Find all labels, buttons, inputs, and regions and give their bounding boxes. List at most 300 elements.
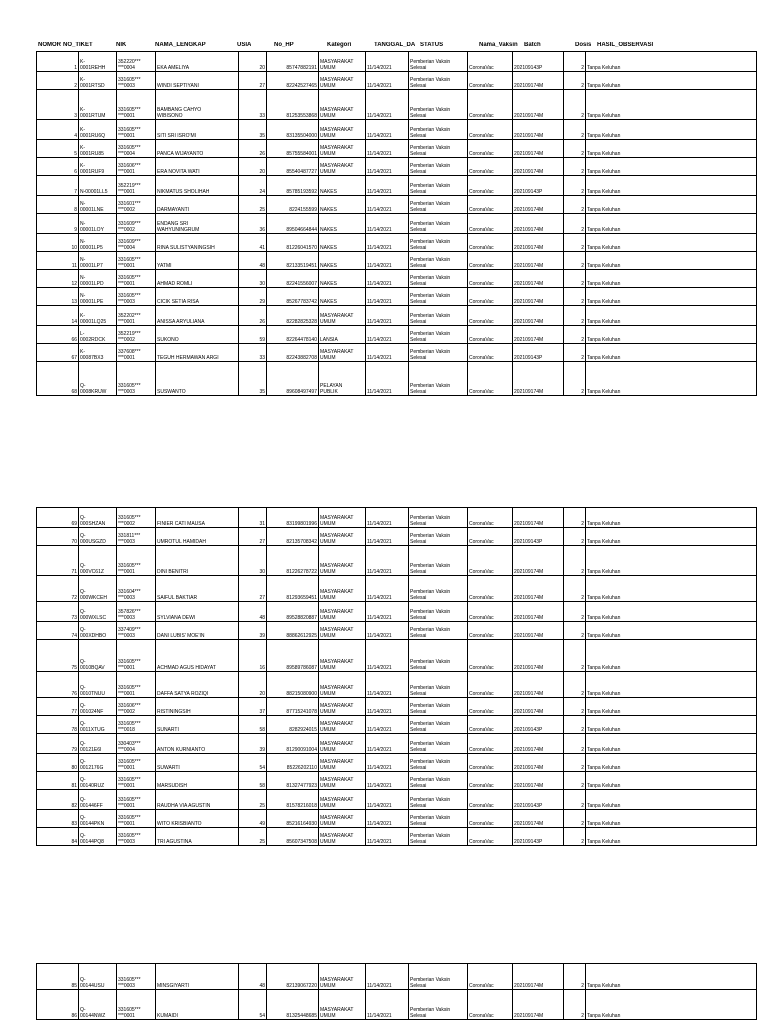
cell-nik[interactable]: 331604*** ***0003 — [117, 576, 156, 602]
cell-nama-lengkap[interactable]: TEGUH HERMAWAN ARGI — [156, 344, 239, 362]
cell-batch[interactable]: 202109174M — [513, 326, 564, 344]
cell-tanggal[interactable]: 11/14/2021 — [366, 72, 409, 90]
cell-dosis[interactable]: 2 — [564, 270, 586, 288]
cell-nama-lengkap[interactable]: RINA SULISTYANINGSIH — [156, 234, 239, 252]
cell-nama-vaksin[interactable]: CoronaVac — [468, 234, 513, 252]
cell-batch[interactable]: 202109174M — [513, 810, 564, 828]
cell-nik[interactable]: 331605*** ***0001 — [117, 270, 156, 288]
cell-nama-lengkap[interactable]: TRI AGUSTINA — [156, 828, 239, 846]
cell-status[interactable]: Pemberian Vaksin Selesai — [409, 72, 468, 90]
cell-no-hp[interactable]: 88215080900 — [267, 672, 319, 698]
cell-nik[interactable]: 331605*** ***0001 — [117, 546, 156, 576]
cell-nama-vaksin[interactable]: CoronaVac — [468, 734, 513, 754]
cell-batch[interactable]: 202109174M — [513, 306, 564, 326]
cell-kategori[interactable]: NAKES — [319, 252, 366, 270]
cell-kategori[interactable]: MASYARAKAT UMUM — [319, 576, 366, 602]
cell-no-hp[interactable]: 85540487727 — [267, 158, 319, 176]
cell-tanggal[interactable]: 11/14/2021 — [366, 828, 409, 846]
cell-batch[interactable]: 202109174M — [513, 698, 564, 716]
cell-no-hp[interactable]: 82282825328 — [267, 306, 319, 326]
cell-nama-vaksin[interactable]: CoronaVac — [468, 288, 513, 306]
cell-nama-vaksin[interactable]: CoronaVac — [468, 120, 513, 140]
cell-hasil-observasi[interactable]: Tanpa Keluhan — [586, 176, 757, 196]
cell-usia[interactable]: 39 — [239, 622, 267, 640]
cell-dosis[interactable]: 2 — [564, 306, 586, 326]
cell-nik[interactable]: 331605*** ***0001 — [117, 672, 156, 698]
cell-tanggal[interactable]: 11/14/2021 — [366, 344, 409, 362]
cell-status[interactable]: Pemberian Vaksin Selesai — [409, 234, 468, 252]
cell-nik[interactable]: 331605*** ***0003 — [117, 362, 156, 396]
cell-nama-lengkap[interactable]: ENDANG SRI WAHYUNINGRUM — [156, 214, 239, 234]
cell-no-tiket[interactable]: Q- 0008KRUW — [79, 362, 117, 396]
cell-no-hp[interactable]: 81578216018 — [267, 790, 319, 810]
cell-tanggal[interactable]: 11/14/2021 — [366, 90, 409, 120]
cell-no-hp[interactable]: 81325448685 — [267, 990, 319, 1020]
cell-status[interactable]: Pemberian Vaksin Selesai — [409, 964, 468, 990]
cell-tanggal[interactable]: 11/14/2021 — [366, 52, 409, 72]
cell-nama-lengkap[interactable]: MARSUDISH — [156, 772, 239, 790]
cell-kategori[interactable]: MASYARAKAT UMUM — [319, 716, 366, 734]
cell-tanggal[interactable]: 11/14/2021 — [366, 270, 409, 288]
cell-nik[interactable]: 331605*** ***0003 — [117, 964, 156, 990]
cell-nik[interactable]: 331605*** ***0001 — [117, 990, 156, 1020]
cell-nama-lengkap[interactable]: MINSGIYARTI — [156, 964, 239, 990]
cell-dosis[interactable]: 2 — [564, 288, 586, 306]
cell-nama-vaksin[interactable]: CoronaVac — [468, 72, 513, 90]
cell-nama-vaksin[interactable]: CoronaVac — [468, 508, 513, 528]
cell-dosis[interactable]: 2 — [564, 672, 586, 698]
cell-kategori[interactable]: MASYARAKAT UMUM — [319, 790, 366, 810]
cell-nomor[interactable]: 12 — [37, 270, 79, 288]
cell-kategori[interactable]: MASYARAKAT UMUM — [319, 158, 366, 176]
cell-status[interactable]: Pemberian Vaksin Selesai — [409, 698, 468, 716]
cell-hasil-observasi[interactable]: Tanpa Keluhan — [586, 772, 757, 790]
cell-batch[interactable]: 202109174M — [513, 508, 564, 528]
cell-nama-lengkap[interactable]: YATMI — [156, 252, 239, 270]
cell-usia[interactable]: 29 — [239, 288, 267, 306]
cell-hasil-observasi[interactable]: Tanpa Keluhan — [586, 640, 757, 672]
cell-usia[interactable]: 25 — [239, 790, 267, 810]
cell-usia[interactable]: 54 — [239, 990, 267, 1020]
cell-status[interactable]: Pemberian Vaksin Selesai — [409, 754, 468, 772]
cell-nomor[interactable]: 5 — [37, 140, 79, 158]
cell-nama-vaksin[interactable]: CoronaVac — [468, 828, 513, 846]
cell-no-tiket[interactable]: Q- 0010TNUU — [79, 672, 117, 698]
cell-status[interactable]: Pemberian Vaksin Selesai — [409, 214, 468, 234]
cell-hasil-observasi[interactable]: Tanpa Keluhan — [586, 90, 757, 120]
cell-batch[interactable]: 202109174M — [513, 140, 564, 158]
cell-nomor[interactable]: 9 — [37, 214, 79, 234]
cell-batch[interactable]: 202109174M — [513, 270, 564, 288]
cell-nama-lengkap[interactable]: PANCA WIJAYANTO — [156, 140, 239, 158]
cell-nama-lengkap[interactable]: SYLVIANA DEWI — [156, 602, 239, 622]
cell-kategori[interactable]: MASYARAKAT UMUM — [319, 640, 366, 672]
cell-dosis[interactable]: 2 — [564, 810, 586, 828]
cell-no-tiket[interactable]: N- 00001LP7 — [79, 252, 117, 270]
cell-nik[interactable]: 331605*** ***0002 — [117, 508, 156, 528]
cell-tanggal[interactable]: 11/14/2021 — [366, 214, 409, 234]
cell-nik[interactable]: 331605*** ***0001 — [117, 640, 156, 672]
cell-nama-vaksin[interactable]: CoronaVac — [468, 252, 513, 270]
cell-status[interactable]: Pemberian Vaksin Selesai — [409, 672, 468, 698]
cell-no-tiket[interactable]: Q- 000USGZD — [79, 528, 117, 546]
cell-batch[interactable]: 202109143P — [513, 790, 564, 810]
cell-tanggal[interactable]: 11/14/2021 — [366, 176, 409, 196]
cell-dosis[interactable]: 2 — [564, 326, 586, 344]
cell-status[interactable]: Pemberian Vaksin Selesai — [409, 576, 468, 602]
cell-nama-vaksin[interactable]: CoronaVac — [468, 716, 513, 734]
cell-nomor[interactable]: 11 — [37, 252, 79, 270]
cell-nama-lengkap[interactable]: FINIER CATI MAUSA — [156, 508, 239, 528]
cell-nomor[interactable]: 4 — [37, 120, 79, 140]
cell-tanggal[interactable]: 11/14/2021 — [366, 120, 409, 140]
cell-tanggal[interactable]: 11/14/2021 — [366, 716, 409, 734]
cell-hasil-observasi[interactable]: Tanpa Keluhan — [586, 140, 757, 158]
cell-dosis[interactable]: 2 — [564, 214, 586, 234]
cell-status[interactable]: Pemberian Vaksin Selesai — [409, 326, 468, 344]
cell-kategori[interactable]: MASYARAKAT UMUM — [319, 990, 366, 1020]
cell-nama-lengkap[interactable]: DARMAYANTI — [156, 196, 239, 214]
cell-nama-lengkap[interactable]: ANISSA ARYULIANA — [156, 306, 239, 326]
cell-no-tiket[interactable]: K- 0001RTUM — [79, 90, 117, 120]
cell-nama-lengkap[interactable]: RISTININGSIH — [156, 698, 239, 716]
cell-nama-vaksin[interactable]: CoronaVac — [468, 528, 513, 546]
cell-dosis[interactable]: 2 — [564, 140, 586, 158]
cell-nama-lengkap[interactable]: WINDI SEPTIYANI — [156, 72, 239, 90]
cell-usia[interactable]: 27 — [239, 72, 267, 90]
cell-dosis[interactable]: 2 — [564, 528, 586, 546]
cell-hasil-observasi[interactable]: Tanpa Keluhan — [586, 828, 757, 846]
cell-status[interactable]: Pemberian Vaksin Selesai — [409, 790, 468, 810]
cell-tanggal[interactable]: 11/14/2021 — [366, 196, 409, 214]
cell-batch[interactable]: 202109174M — [513, 546, 564, 576]
cell-usia[interactable]: 49 — [239, 810, 267, 828]
cell-dosis[interactable]: 2 — [564, 176, 586, 196]
cell-nama-vaksin[interactable]: CoronaVac — [468, 640, 513, 672]
cell-nomor[interactable]: 8 — [37, 196, 79, 214]
cell-batch[interactable]: 202109174M — [513, 672, 564, 698]
cell-nik[interactable]: 331605*** ***0003 — [117, 288, 156, 306]
cell-batch[interactable]: 202109174M — [513, 362, 564, 396]
cell-no-hp[interactable]: 81327477923 — [267, 772, 319, 790]
cell-tanggal[interactable]: 11/14/2021 — [366, 964, 409, 990]
cell-no-hp[interactable]: 82139067220 — [267, 964, 319, 990]
cell-hasil-observasi[interactable]: Tanpa Keluhan — [586, 270, 757, 288]
cell-nik[interactable]: 331605*** ***0001 — [117, 772, 156, 790]
cell-kategori[interactable]: MASYARAKAT UMUM — [319, 828, 366, 846]
cell-hasil-observasi[interactable]: Tanpa Keluhan — [586, 508, 757, 528]
cell-hasil-observasi[interactable]: Tanpa Keluhan — [586, 306, 757, 326]
cell-nama-lengkap[interactable]: SITI SRI ISRO'MI — [156, 120, 239, 140]
cell-status[interactable]: Pemberian Vaksin Selesai — [409, 270, 468, 288]
cell-usia[interactable]: 20 — [239, 158, 267, 176]
cell-usia[interactable]: 26 — [239, 140, 267, 158]
cell-dosis[interactable]: 2 — [564, 790, 586, 810]
cell-hasil-observasi[interactable]: Tanpa Keluhan — [586, 288, 757, 306]
cell-no-hp[interactable]: 87715241078 — [267, 698, 319, 716]
cell-nomor[interactable]: 6 — [37, 158, 79, 176]
cell-status[interactable]: Pemberian Vaksin Selesai — [409, 140, 468, 158]
cell-hasil-observasi[interactable]: Tanpa Keluhan — [586, 790, 757, 810]
cell-nama-lengkap[interactable]: ACHMAD AGUS HIDAYAT — [156, 640, 239, 672]
cell-nama-lengkap[interactable]: UMROTUL HAMIDAH — [156, 528, 239, 546]
cell-hasil-observasi[interactable]: Tanpa Keluhan — [586, 672, 757, 698]
cell-nama-vaksin[interactable]: CoronaVac — [468, 214, 513, 234]
cell-dosis[interactable]: 2 — [564, 640, 586, 672]
cell-nama-vaksin[interactable]: CoronaVac — [468, 306, 513, 326]
cell-tanggal[interactable]: 11/14/2021 — [366, 234, 409, 252]
cell-batch[interactable]: 202109174M — [513, 772, 564, 790]
cell-nomor[interactable]: 2 — [37, 72, 79, 90]
cell-hasil-observasi[interactable]: Tanpa Keluhan — [586, 362, 757, 396]
cell-nik[interactable]: 331605*** ***0003 — [117, 72, 156, 90]
cell-no-tiket[interactable]: K- 0001RU85 — [79, 140, 117, 158]
cell-no-hp[interactable]: 88862612925 — [267, 622, 319, 640]
cell-no-tiket[interactable]: Q- 00144NWZ — [79, 990, 117, 1020]
cell-nik[interactable]: 331605*** ***0003 — [117, 828, 156, 846]
cell-usia[interactable]: 54 — [239, 754, 267, 772]
cell-hasil-observasi[interactable]: Tanpa Keluhan — [586, 72, 757, 90]
cell-no-tiket[interactable]: K- 0001RTSD — [79, 72, 117, 90]
cell-usia[interactable]: 36 — [239, 214, 267, 234]
cell-no-tiket[interactable]: Q- 0011XTUG — [79, 716, 117, 734]
cell-no-hp[interactable]: 81293659451 — [267, 576, 319, 602]
cell-nama-lengkap[interactable]: ANTON KURNIANTO — [156, 734, 239, 754]
cell-usia[interactable]: 33 — [239, 90, 267, 120]
cell-no-hp[interactable]: 81290091004 — [267, 734, 319, 754]
cell-nomor[interactable]: 14 — [37, 306, 79, 326]
cell-nomor[interactable]: 81 — [37, 772, 79, 790]
cell-no-tiket[interactable]: L- 0002RDCK — [79, 326, 117, 344]
cell-tanggal[interactable]: 11/14/2021 — [366, 640, 409, 672]
cell-batch[interactable]: 202109143P — [513, 176, 564, 196]
cell-kategori[interactable]: MASYARAKAT UMUM — [319, 754, 366, 772]
cell-status[interactable]: Pemberian Vaksin Selesai — [409, 990, 468, 1020]
cell-status[interactable]: Pemberian Vaksin Selesai — [409, 288, 468, 306]
cell-no-hp[interactable]: 8224155599 — [267, 196, 319, 214]
cell-nama-vaksin[interactable]: CoronaVac — [468, 176, 513, 196]
cell-no-hp[interactable]: 89528820887 — [267, 602, 319, 622]
cell-no-hp[interactable]: 85267783742 — [267, 288, 319, 306]
cell-nama-vaksin[interactable]: CoronaVac — [468, 964, 513, 990]
cell-nama-lengkap[interactable]: CICIK SETIA RISA — [156, 288, 239, 306]
cell-tanggal[interactable]: 11/14/2021 — [366, 326, 409, 344]
cell-no-hp[interactable]: 82241556007 — [267, 270, 319, 288]
cell-status[interactable]: Pemberian Vaksin Selesai — [409, 362, 468, 396]
cell-no-tiket[interactable]: N- 00001LOY — [79, 214, 117, 234]
cell-nama-lengkap[interactable]: SUKONO — [156, 326, 239, 344]
cell-batch[interactable]: 202109143P — [513, 344, 564, 362]
cell-hasil-observasi[interactable]: Tanpa Keluhan — [586, 698, 757, 716]
cell-nomor[interactable]: 71 — [37, 546, 79, 576]
cell-hasil-observasi[interactable]: Tanpa Keluhan — [586, 120, 757, 140]
cell-nik[interactable]: 331605*** ***0001 — [117, 252, 156, 270]
cell-kategori[interactable]: MASYARAKAT UMUM — [319, 734, 366, 754]
cell-kategori[interactable]: MASYARAKAT UMUM — [319, 810, 366, 828]
cell-kategori[interactable]: MASYARAKAT UMUM — [319, 698, 366, 716]
cell-kategori[interactable]: MASYARAKAT UMUM — [319, 964, 366, 990]
cell-hasil-observasi[interactable]: Tanpa Keluhan — [586, 734, 757, 754]
cell-no-tiket[interactable]: N- 00001LPD — [79, 270, 117, 288]
cell-nomor[interactable]: 85 — [37, 964, 79, 990]
cell-nik[interactable]: 331605*** ***0001 — [117, 90, 156, 120]
cell-nama-lengkap[interactable]: DINI BENITRI — [156, 546, 239, 576]
cell-no-tiket[interactable]: N- 00001LNE — [79, 196, 117, 214]
cell-no-hp[interactable]: 82242527465 — [267, 72, 319, 90]
cell-tanggal[interactable]: 11/14/2021 — [366, 790, 409, 810]
cell-batch[interactable]: 202109174M — [513, 90, 564, 120]
cell-nama-vaksin[interactable]: CoronaVac — [468, 622, 513, 640]
cell-nama-vaksin[interactable]: CoronaVac — [468, 158, 513, 176]
cell-dosis[interactable]: 2 — [564, 602, 586, 622]
cell-no-tiket[interactable]: Q- 000SHZAN — [79, 508, 117, 528]
cell-no-hp[interactable]: 89608497497 — [267, 362, 319, 396]
cell-nama-vaksin[interactable]: CoronaVac — [468, 990, 513, 1020]
cell-nomor[interactable]: 75 — [37, 640, 79, 672]
cell-status[interactable]: Pemberian Vaksin Selesai — [409, 120, 468, 140]
cell-tanggal[interactable]: 11/14/2021 — [366, 508, 409, 528]
cell-kategori[interactable]: NAKES — [319, 176, 366, 196]
cell-nama-vaksin[interactable]: CoronaVac — [468, 602, 513, 622]
cell-nama-vaksin[interactable]: CoronaVac — [468, 52, 513, 72]
cell-no-tiket[interactable]: K- 0001RUF9 — [79, 158, 117, 176]
cell-hasil-observasi[interactable]: Tanpa Keluhan — [586, 810, 757, 828]
cell-usia[interactable]: 27 — [239, 528, 267, 546]
cell-tanggal[interactable]: 11/14/2021 — [366, 576, 409, 602]
cell-nik[interactable]: 331605*** ***0004 — [117, 140, 156, 158]
cell-no-tiket[interactable]: N-00001LL5 — [79, 176, 117, 196]
cell-kategori[interactable]: MASYARAKAT UMUM — [319, 622, 366, 640]
cell-tanggal[interactable]: 11/14/2021 — [366, 622, 409, 640]
cell-usia[interactable]: 27 — [239, 576, 267, 602]
cell-dosis[interactable]: 2 — [564, 234, 586, 252]
cell-batch[interactable]: 202109143P — [513, 716, 564, 734]
cell-dosis[interactable]: 2 — [564, 120, 586, 140]
cell-tanggal[interactable]: 11/14/2021 — [366, 810, 409, 828]
cell-nama-lengkap[interactable]: KUMAIDI — [156, 990, 239, 1020]
cell-no-hp[interactable]: 83135504000 — [267, 120, 319, 140]
cell-no-hp[interactable]: 89504664844 — [267, 214, 319, 234]
cell-status[interactable]: Pemberian Vaksin Selesai — [409, 90, 468, 120]
cell-no-tiket[interactable]: N- 00001LP5 — [79, 234, 117, 252]
cell-nama-lengkap[interactable]: DANI LUBIS' MOE'IN — [156, 622, 239, 640]
cell-tanggal[interactable]: 11/14/2021 — [366, 140, 409, 158]
cell-nik[interactable]: 352202*** ***0001 — [117, 306, 156, 326]
cell-status[interactable]: Pemberian Vaksin Selesai — [409, 810, 468, 828]
cell-nik[interactable]: 331605*** ***0001 — [117, 120, 156, 140]
cell-no-tiket[interactable]: N- 00001LPE — [79, 288, 117, 306]
cell-kategori[interactable]: MASYARAKAT UMUM — [319, 120, 366, 140]
cell-nama-vaksin[interactable]: CoronaVac — [468, 790, 513, 810]
cell-nik[interactable]: 331606*** ***0002 — [117, 698, 156, 716]
cell-nik[interactable]: 352219*** ***0001 — [117, 176, 156, 196]
cell-no-tiket[interactable]: Q- 000XDHBO — [79, 622, 117, 640]
cell-no-hp[interactable]: 81253553868 — [267, 90, 319, 120]
cell-status[interactable]: Pemberian Vaksin Selesai — [409, 52, 468, 72]
cell-nomor[interactable]: 70 — [37, 528, 79, 546]
cell-kategori[interactable]: MASYARAKAT UMUM — [319, 140, 366, 158]
cell-batch[interactable]: 202109174M — [513, 234, 564, 252]
cell-nik[interactable]: 331609*** ***0004 — [117, 234, 156, 252]
cell-nomor[interactable]: 72 — [37, 576, 79, 602]
cell-batch[interactable]: 202109174M — [513, 602, 564, 622]
cell-hasil-observasi[interactable]: Tanpa Keluhan — [586, 158, 757, 176]
cell-dosis[interactable]: 2 — [564, 990, 586, 1020]
cell-dosis[interactable]: 2 — [564, 576, 586, 602]
cell-tanggal[interactable]: 11/14/2021 — [366, 288, 409, 306]
cell-batch[interactable]: 202109143P — [513, 528, 564, 546]
cell-nomor[interactable]: 82 — [37, 790, 79, 810]
cell-no-tiket[interactable]: K- 00001LQ25 — [79, 306, 117, 326]
cell-batch[interactable]: 202109174M — [513, 990, 564, 1020]
cell-kategori[interactable]: NAKES — [319, 234, 366, 252]
cell-usia[interactable]: 20 — [239, 52, 267, 72]
cell-nomor[interactable]: 68 — [37, 362, 79, 396]
cell-nik[interactable]: 337608*** ***0001 — [117, 344, 156, 362]
cell-status[interactable]: Pemberian Vaksin Selesai — [409, 734, 468, 754]
cell-no-hp[interactable]: 81226041570 — [267, 234, 319, 252]
cell-batch[interactable]: 202109174M — [513, 252, 564, 270]
cell-no-tiket[interactable]: Q- 0010BQAV — [79, 640, 117, 672]
cell-dosis[interactable]: 2 — [564, 52, 586, 72]
cell-nomor[interactable]: 3 — [37, 90, 79, 120]
cell-nomor[interactable]: 80 — [37, 754, 79, 772]
cell-nomor[interactable]: 1 — [37, 52, 79, 72]
cell-no-tiket[interactable]: K- 0001REHH — [79, 52, 117, 72]
cell-nama-vaksin[interactable]: CoronaVac — [468, 672, 513, 698]
cell-no-tiket[interactable]: Q- 000WXLSC — [79, 602, 117, 622]
cell-usia[interactable]: 30 — [239, 546, 267, 576]
cell-kategori[interactable]: MASYARAKAT UMUM — [319, 546, 366, 576]
cell-usia[interactable]: 35 — [239, 362, 267, 396]
cell-no-tiket[interactable]: Q- 00144PKN — [79, 810, 117, 828]
cell-nama-lengkap[interactable]: NIKMATUS SHOLIHAH — [156, 176, 239, 196]
cell-usia[interactable]: 33 — [239, 344, 267, 362]
cell-tanggal[interactable]: 11/14/2021 — [366, 528, 409, 546]
cell-dosis[interactable]: 2 — [564, 716, 586, 734]
cell-usia[interactable]: 25 — [239, 828, 267, 846]
cell-no-hp[interactable]: 81226278722 — [267, 546, 319, 576]
cell-dosis[interactable]: 2 — [564, 196, 586, 214]
cell-nama-vaksin[interactable]: CoronaVac — [468, 698, 513, 716]
cell-nama-vaksin[interactable]: CoronaVac — [468, 362, 513, 396]
cell-batch[interactable]: 202109174M — [513, 214, 564, 234]
cell-nomor[interactable]: 79 — [37, 734, 79, 754]
cell-kategori[interactable]: MASYARAKAT UMUM — [319, 306, 366, 326]
cell-nik[interactable]: 331605*** ***0001 — [117, 810, 156, 828]
cell-batch[interactable]: 202109174M — [513, 640, 564, 672]
cell-status[interactable]: Pemberian Vaksin Selesai — [409, 640, 468, 672]
cell-nik[interactable]: 352220*** ***0004 — [117, 52, 156, 72]
cell-dosis[interactable]: 2 — [564, 344, 586, 362]
cell-nik[interactable]: 331811*** ***0003 — [117, 528, 156, 546]
cell-no-hp[interactable]: 85755584001 — [267, 140, 319, 158]
cell-nama-lengkap[interactable]: BAMBANG CAHYO WIBISONO — [156, 90, 239, 120]
cell-no-hp[interactable]: 85216164930 — [267, 810, 319, 828]
cell-batch[interactable]: 202109174M — [513, 196, 564, 214]
cell-status[interactable]: Pemberian Vaksin Selesai — [409, 602, 468, 622]
cell-nama-vaksin[interactable]: CoronaVac — [468, 576, 513, 602]
cell-status[interactable]: Pemberian Vaksin Selesai — [409, 508, 468, 528]
cell-batch[interactable]: 202109174M — [513, 734, 564, 754]
cell-nomor[interactable]: 84 — [37, 828, 79, 846]
cell-hasil-observasi[interactable]: Tanpa Keluhan — [586, 576, 757, 602]
cell-usia[interactable]: 35 — [239, 120, 267, 140]
cell-kategori[interactable]: NAKES — [319, 270, 366, 288]
cell-nama-vaksin[interactable]: CoronaVac — [468, 546, 513, 576]
cell-no-tiket[interactable]: Q- 001446FF — [79, 790, 117, 810]
cell-batch[interactable]: 202109174M — [513, 120, 564, 140]
